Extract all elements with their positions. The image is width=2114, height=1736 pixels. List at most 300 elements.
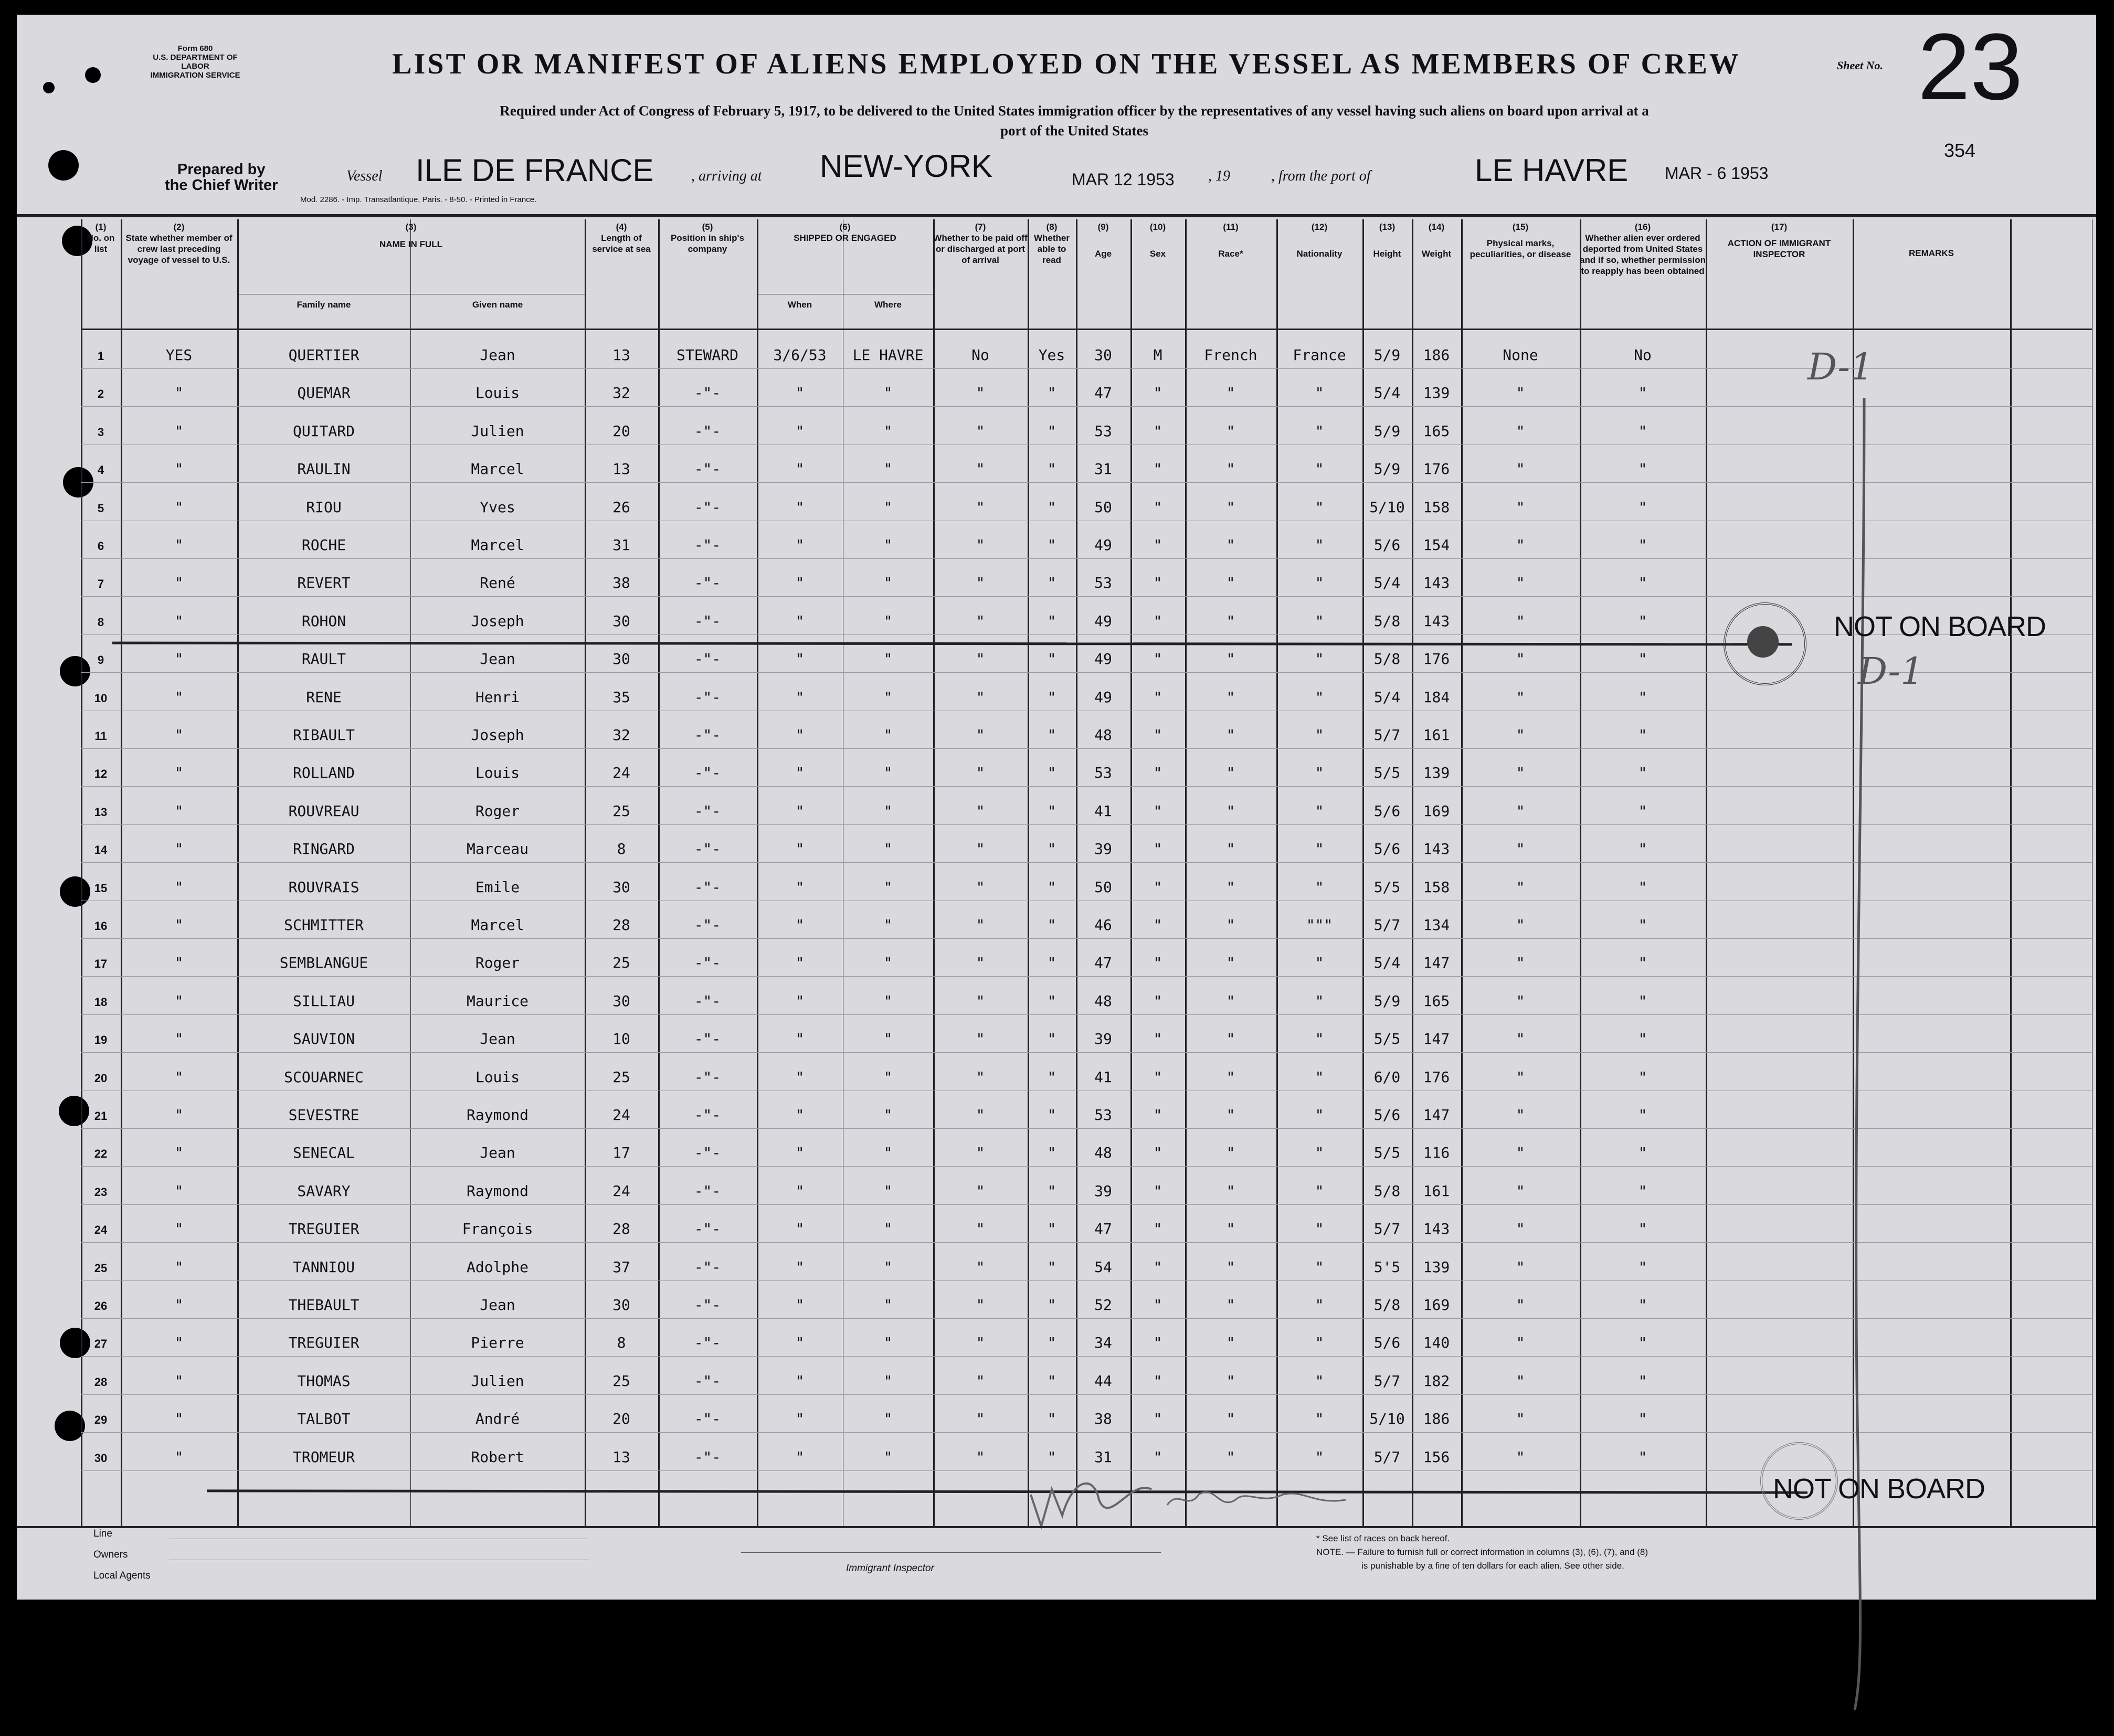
cell-when: " (795, 688, 805, 706)
col-number: (12) (1311, 222, 1328, 232)
cell-prev: " (174, 992, 184, 1010)
cell-age: 38 (1094, 1410, 1112, 1428)
cell-where: " (883, 688, 893, 706)
cell-sex: " (1153, 650, 1162, 668)
cell-family: QUERTIER (288, 346, 360, 364)
service: IMMIGRATION SERVICE (150, 71, 240, 80)
cell-marks: " (1516, 422, 1525, 440)
cell-position: -"- (694, 802, 721, 820)
requirement-line-2: port of the United States (1000, 123, 1148, 139)
cell-given: Julien (471, 422, 524, 440)
cell-given: Julien (471, 1372, 524, 1390)
cell-race: " (1226, 1258, 1235, 1276)
cell-family: SILLIAU (292, 992, 355, 1010)
cell-marks: " (1516, 1334, 1525, 1352)
cell-no: 26 (94, 1299, 108, 1312)
cell-prev: " (174, 536, 184, 554)
cell-service: 31 (612, 536, 630, 554)
cell-where: " (883, 992, 893, 1010)
cell-when: " (795, 726, 805, 744)
cell-when: " (795, 992, 805, 1010)
table-row (81, 1364, 1853, 1402)
col-number: (5) (702, 222, 713, 232)
cell-service: 30 (612, 612, 630, 630)
arrival-date-stamp: MAR 12 1953 (1072, 170, 1175, 189)
cell-weight: 182 (1423, 1372, 1450, 1390)
cell-position: -"- (694, 764, 721, 782)
footer-owners-label: Owners (93, 1549, 128, 1560)
cell-age: 39 (1094, 1182, 1112, 1200)
cell-no: 23 (94, 1185, 108, 1199)
requirement-text (221, 101, 1927, 141)
cell-marks: " (1516, 498, 1525, 516)
cell-family: RAULIN (297, 460, 351, 478)
cell-position: -"- (694, 1068, 721, 1086)
cell-weight: 176 (1423, 650, 1450, 668)
cell-read: " (1047, 536, 1056, 554)
cell-deported: " (1638, 840, 1647, 858)
cell-no: 29 (94, 1413, 108, 1427)
col-label: Age (1094, 249, 1112, 259)
cell-race: " (1226, 1296, 1235, 1314)
cell-paid: " (976, 422, 985, 440)
cell-sex: " (1153, 1182, 1162, 1200)
sheet-label: Sheet No. (1837, 59, 1883, 72)
cell-prev: " (174, 574, 184, 592)
cell-where: " (883, 1220, 893, 1238)
cell-nationality: " (1315, 574, 1324, 592)
cell-prev: " (174, 1030, 184, 1048)
cell-deported: " (1638, 726, 1647, 744)
cell-family: SAVARY (297, 1182, 351, 1200)
cell-no: 30 (94, 1451, 108, 1465)
cell-position: -"- (694, 954, 721, 972)
seal-eagle-icon (1747, 626, 1779, 658)
cell-weight: 143 (1423, 612, 1450, 630)
cell-when: " (795, 1448, 805, 1466)
cell-where: " (883, 878, 893, 896)
note-text: — Failure to furnish full or correct information in columns (3), (6), (7), and (8) (1346, 1547, 1648, 1557)
cell-paid: " (976, 498, 985, 516)
cell-where: " (883, 1106, 893, 1124)
cell-sex: " (1153, 422, 1162, 440)
cell-height: 5/6 (1373, 840, 1401, 858)
cell-age: 53 (1094, 422, 1112, 440)
cell-position: -"- (694, 1258, 721, 1276)
cell-age: 52 (1094, 1296, 1112, 1314)
cell-sex: " (1153, 1144, 1162, 1162)
cell-service: 13 (612, 460, 630, 478)
col-header-inspector-action (1706, 221, 1853, 260)
cell-family: SEMBLANGUE (279, 954, 368, 972)
cell-service: 26 (612, 498, 630, 516)
cell-sex: " (1153, 916, 1162, 934)
col-label: Position in ship's company (670, 233, 745, 254)
arrival-port: NEW-YORK (820, 149, 992, 184)
cell-paid: " (976, 1068, 985, 1086)
footer-note-races: * See list of races on back hereof. (1316, 1533, 1450, 1543)
cell-marks: " (1516, 1068, 1525, 1086)
cell-family: SENECAL (292, 1144, 355, 1162)
cell-sex: " (1153, 612, 1162, 630)
cell-nationality: " (1315, 384, 1324, 402)
cell-weight: 140 (1423, 1334, 1450, 1352)
cell-given: Raymond (466, 1182, 528, 1200)
cell-where: " (883, 1258, 893, 1276)
table-row (81, 1022, 1853, 1060)
cell-marks: " (1516, 1144, 1525, 1162)
cell-no: 2 (97, 387, 104, 401)
cell-where: " (883, 1068, 893, 1086)
col-label: ACTION OF IMMIGRANT INSPECTOR (1727, 238, 1831, 259)
cell-weight: 139 (1423, 384, 1450, 402)
cell-paid: " (976, 1106, 985, 1124)
manifest-sheet (17, 15, 2096, 1600)
col-label: Length of service at sea (592, 233, 651, 254)
cell-given: Adolphe (466, 1258, 528, 1276)
cell-height: 5/8 (1373, 1296, 1401, 1314)
col-header-name (237, 221, 585, 250)
cell-read: " (1047, 954, 1056, 972)
col-label: Weight (1421, 249, 1452, 259)
cell-read: Yes (1038, 346, 1065, 364)
cell-sex: " (1153, 802, 1162, 820)
not-on-board-stamp-2: NOT ON BOARD (1773, 1473, 1985, 1505)
cell-position: -"- (694, 1220, 721, 1238)
cell-family: SCHMITTER (284, 916, 364, 934)
cell-when: " (795, 878, 805, 896)
col-header-deported (1580, 221, 1706, 277)
col-number: (7) (975, 222, 986, 232)
cell-position: -"- (694, 1106, 721, 1124)
cell-marks: " (1516, 878, 1525, 896)
cell-weight: 161 (1423, 1182, 1450, 1200)
cell-nationality: " (1315, 460, 1324, 478)
cell-race: " (1226, 1220, 1235, 1238)
punch-hole (43, 82, 55, 93)
cell-read: " (1047, 612, 1056, 630)
cell-given: Marcel (471, 460, 524, 478)
cell-deported: " (1638, 1144, 1647, 1162)
cell-family: TALBOT (297, 1410, 351, 1428)
cell-race: " (1226, 574, 1235, 592)
cell-marks: " (1516, 840, 1525, 858)
cell-position: STEWARD (676, 346, 738, 364)
cell-when: " (795, 954, 805, 972)
cell-deported: " (1638, 574, 1647, 592)
table-row (81, 1288, 1853, 1326)
table-row (81, 338, 1853, 376)
cell-prev: " (174, 764, 184, 782)
cell-read: " (1047, 1144, 1056, 1162)
cell-no: 22 (94, 1147, 108, 1161)
cell-prev: " (174, 726, 184, 744)
table-row (81, 528, 1853, 566)
cell-age: 50 (1094, 498, 1112, 516)
col-label: No. on list (87, 233, 115, 254)
cell-no: 25 (94, 1261, 108, 1275)
cell-paid: " (976, 1030, 985, 1048)
cell-when: " (795, 1144, 805, 1162)
cell-nationality: " (1315, 1448, 1324, 1466)
cell-age: 31 (1094, 1448, 1112, 1466)
cell-position: -"- (694, 1372, 721, 1390)
cell-position: -"- (694, 422, 721, 440)
cell-paid: " (976, 1372, 985, 1390)
cell-age: 49 (1094, 536, 1112, 554)
cell-marks: " (1516, 726, 1525, 744)
col-header-service (585, 221, 658, 255)
cell-no: 14 (94, 843, 108, 857)
table-row (81, 1326, 1853, 1363)
cell-paid: " (976, 764, 985, 782)
cell-given: Yves (480, 498, 515, 516)
cell-race: " (1226, 1334, 1235, 1352)
col-label: Whether to be paid off or discharged at port of arrival (933, 233, 1028, 265)
cell-deported: " (1638, 1296, 1647, 1314)
cell-read: " (1047, 1182, 1056, 1200)
cell-sex: " (1153, 460, 1162, 478)
cell-where: " (883, 1334, 893, 1352)
cell-deported: " (1638, 1068, 1647, 1086)
prepared-by (165, 162, 278, 193)
cell-prev: " (174, 612, 184, 630)
cell-race: " (1226, 1144, 1235, 1162)
cell-paid: " (976, 1258, 985, 1276)
cell-age: 39 (1094, 1030, 1112, 1048)
cell-race: " (1226, 726, 1235, 744)
cell-sex: " (1153, 1372, 1162, 1390)
cell-marks: " (1516, 1220, 1525, 1238)
cell-deported: " (1638, 612, 1647, 630)
cell-paid: " (976, 916, 985, 934)
cell-marks: " (1516, 992, 1525, 1010)
cell-deported: " (1638, 916, 1647, 934)
cell-service: 20 (612, 422, 630, 440)
cell-deported: " (1638, 1030, 1647, 1048)
cell-age: 48 (1094, 992, 1112, 1010)
cell-race: " (1226, 460, 1235, 478)
footer-line-label: Line (93, 1528, 112, 1539)
cell-given: Marceau (466, 840, 528, 858)
cell-race: " (1226, 878, 1235, 896)
cell-service: 13 (612, 1448, 630, 1466)
cell-marks: " (1516, 1030, 1525, 1048)
cell-family: SEVESTRE (288, 1106, 360, 1124)
col-number: (15) (1512, 222, 1529, 232)
not-on-board-stamp: NOT ON BOARD (1834, 611, 2046, 642)
cell-prev: " (174, 650, 184, 668)
cell-deported: " (1638, 422, 1647, 440)
cell-family: THOMAS (297, 1372, 351, 1390)
cell-race: " (1226, 498, 1235, 516)
col-header-remarks (1853, 221, 2010, 259)
cell-read: " (1047, 1258, 1056, 1276)
cell-deported: " (1638, 384, 1647, 402)
cell-prev: " (174, 802, 184, 820)
cell-no: 24 (94, 1223, 108, 1237)
cell-nationality: " (1315, 650, 1324, 668)
col-number: (17) (1771, 222, 1788, 232)
cell-paid: " (976, 460, 985, 478)
cell-race: " (1226, 764, 1235, 782)
cell-given: Louis (475, 384, 520, 402)
cell-marks: " (1516, 536, 1525, 554)
cell-where: " (883, 460, 893, 478)
cell-paid: " (976, 1144, 985, 1162)
cell-weight: 165 (1423, 992, 1450, 1010)
cell-when: " (795, 422, 805, 440)
cell-age: 31 (1094, 460, 1112, 478)
cell-marks: " (1516, 916, 1525, 934)
cell-where: " (883, 1448, 893, 1466)
cell-height: 5/10 (1369, 498, 1405, 516)
col-header-shipped (757, 221, 933, 244)
cell-nationality: " (1315, 764, 1324, 782)
cell-read: " (1047, 802, 1056, 820)
cell-service: 37 (612, 1258, 630, 1276)
cell-family: TREGUIER (288, 1220, 360, 1238)
cell-given: René (480, 574, 515, 592)
vessel-name: ILE DE FRANCE (416, 153, 654, 188)
footer-inspector-label: Immigrant Inspector (846, 1563, 934, 1574)
cell-age: 49 (1094, 612, 1112, 630)
cell-sex: " (1153, 764, 1162, 782)
cell-deported: No (1634, 346, 1652, 364)
cell-deported: " (1638, 802, 1647, 820)
cell-race: " (1226, 1106, 1235, 1124)
cell-when: " (795, 384, 805, 402)
cell-where: " (883, 1372, 893, 1390)
col-number: (1) (95, 222, 107, 232)
cell-nationality: " (1315, 688, 1324, 706)
cell-read: " (1047, 726, 1056, 744)
cell-paid: " (976, 1220, 985, 1238)
cell-no: 6 (97, 539, 104, 553)
cell-when: " (795, 612, 805, 630)
cell-position: -"- (694, 1410, 721, 1428)
cell-family: RIBAULT (292, 726, 355, 744)
cell-race: " (1226, 536, 1235, 554)
cell-position: -"- (694, 384, 721, 402)
cell-weight: 147 (1423, 954, 1450, 972)
cell-read: " (1047, 460, 1056, 478)
form-identity (143, 44, 248, 80)
cell-paid: " (976, 384, 985, 402)
col-header-nationality (1276, 221, 1362, 259)
cell-given: Joseph (471, 612, 524, 630)
cell-position: -"- (694, 878, 721, 896)
cell-read: " (1047, 916, 1056, 934)
cell-no: 16 (94, 919, 108, 933)
cell-sex: " (1153, 574, 1162, 592)
cell-when: 3/6/53 (773, 346, 827, 364)
table-row (81, 756, 1853, 793)
col-label: Race* (1218, 249, 1243, 259)
cell-height: 5/6 (1373, 536, 1401, 554)
cell-given: Pierre (471, 1334, 524, 1352)
cell-family: ROUVRAIS (288, 878, 360, 896)
cell-prev: " (174, 1448, 184, 1466)
cell-deported: " (1638, 1258, 1647, 1276)
table-row (81, 1402, 1853, 1439)
cell-race: " (1226, 1372, 1235, 1390)
cell-service: 25 (612, 954, 630, 972)
cell-age: 48 (1094, 1144, 1112, 1162)
cell-read: " (1047, 422, 1056, 440)
cell-age: 48 (1094, 726, 1112, 744)
table-row (81, 718, 1853, 756)
cell-nationality: " (1315, 954, 1324, 972)
cell-no: 1 (97, 350, 104, 363)
cell-height: 5/9 (1373, 460, 1401, 478)
cell-height: 5/5 (1373, 878, 1401, 896)
cell-given: Jean (480, 1144, 515, 1162)
cell-when: " (795, 1334, 805, 1352)
column-divider (2010, 219, 2012, 1526)
cell-sex: " (1153, 1334, 1162, 1352)
cell-sex: " (1153, 954, 1162, 972)
cell-nationality: " (1315, 536, 1324, 554)
footer-note-penalty (1316, 1547, 1648, 1558)
inspector-sign-rule (741, 1552, 1161, 1553)
cell-deported: " (1638, 536, 1647, 554)
col-number: (13) (1379, 222, 1396, 232)
cell-given: Jean (480, 650, 515, 668)
cell-where: " (883, 498, 893, 516)
table-row (81, 870, 1853, 908)
cell-family: RENE (306, 688, 342, 706)
cell-age: 47 (1094, 1220, 1112, 1238)
cell-where: " (883, 574, 893, 592)
cell-sex: " (1153, 878, 1162, 896)
cell-where: " (883, 1182, 893, 1200)
cell-nationality: " (1315, 422, 1324, 440)
cell-sex: " (1153, 384, 1162, 402)
cell-service: 17 (612, 1144, 630, 1162)
cell-where: " (883, 612, 893, 630)
inspector-signature (1020, 1458, 1419, 1531)
col-number: (11) (1223, 222, 1239, 232)
cell-no: 19 (94, 1033, 108, 1047)
cell-family: QUEMAR (297, 384, 351, 402)
cell-service: 28 (612, 916, 630, 934)
cell-nationality: France (1293, 346, 1346, 364)
cell-age: 53 (1094, 764, 1112, 782)
cell-paid: " (976, 688, 985, 706)
cell-deported: " (1638, 1410, 1647, 1428)
cell-given: Marcel (471, 916, 524, 934)
cell-nationality: " (1315, 612, 1324, 630)
requirement-line-1: Required under Act of Congress of February 5, 1917, to be delivered to the United States immigration officer by the representatives of any vessel having such aliens on board upon arrival at a (500, 103, 1649, 119)
vessel-label: Vessel (346, 168, 383, 184)
crew-table (81, 219, 2092, 1526)
cell-prev: YES (165, 346, 193, 364)
from-port-label: , from the port of (1271, 168, 1371, 184)
cell-height: 5'5 (1373, 1258, 1401, 1276)
cell-weight: 176 (1423, 460, 1450, 478)
cell-position: -"- (694, 612, 721, 630)
cell-race: " (1226, 650, 1235, 668)
cell-read: " (1047, 992, 1056, 1010)
cell-height: 5/9 (1373, 346, 1401, 364)
cell-paid: " (976, 1410, 985, 1428)
cell-no: 11 (94, 729, 107, 743)
cell-family: SCOUARNEC (284, 1068, 364, 1086)
cell-no: 7 (97, 577, 104, 591)
cell-position: -"- (694, 460, 721, 478)
cell-where: " (883, 1410, 893, 1428)
